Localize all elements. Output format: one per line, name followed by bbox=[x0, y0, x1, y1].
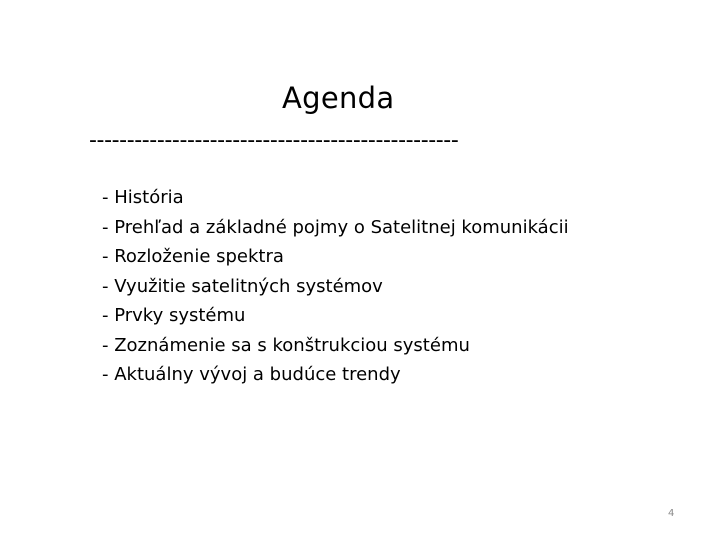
agenda-list bbox=[102, 183, 569, 390]
agenda-item-trends: - Aktuálny vývoj a budúce trendy bbox=[102, 364, 401, 385]
agenda-item-overview: - Prehľad a základné pojmy o Satelitnej komunikácii bbox=[102, 216, 569, 238]
dashed-divider: ------------------------------------------------- bbox=[89, 128, 459, 153]
page-number: 4 bbox=[668, 508, 675, 519]
agenda-item-spectrum: - Rozloženie spektra bbox=[102, 246, 284, 267]
agenda-item-history: - História bbox=[102, 187, 184, 208]
slide-title: Agenda bbox=[282, 81, 395, 115]
agenda-item-construction: - Zoznámenie sa s konštrukciou systému bbox=[102, 334, 470, 356]
agenda-item-components: - Prvky systému bbox=[102, 305, 246, 326]
agenda-item-uses: - Využitie satelitných systémov bbox=[102, 275, 383, 297]
